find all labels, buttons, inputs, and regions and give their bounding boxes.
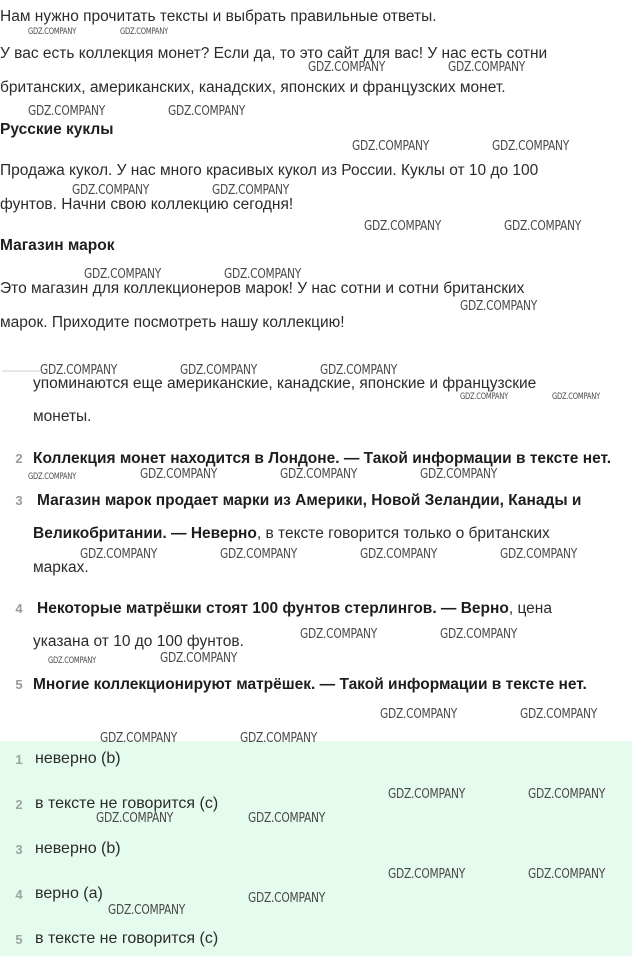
watermark: GDZ.COMPANY xyxy=(84,267,162,282)
watermark: GDZ.COMPANY xyxy=(388,787,466,802)
watermark: GDZ.COMPANY xyxy=(308,60,386,75)
watermark: GDZ.COMPANY xyxy=(280,467,358,482)
stamps-heading: Магазин марок xyxy=(0,237,115,254)
coins-text-line-1: У вас есть коллекция монет? Если да, то это сайт для вас! У нас есть сотни xyxy=(0,45,548,62)
stamps-text-line-1: Это магазин для коллекционеров марок! У нас сотни и сотни британских xyxy=(0,280,525,297)
watermark: GDZ.COMPANY xyxy=(380,707,458,722)
intro-text: Нам нужно прочитать тексты и выбрать правильные ответы. xyxy=(0,8,437,25)
explanation-3-statement-line-1: Магазин марок продает марки из Америки, Новой Зеландии, Канады и xyxy=(37,492,582,509)
explanation-3-line-2-rest: , в тексте говорится только о британских xyxy=(256,525,550,542)
watermark: GDZ.COMPANY xyxy=(352,139,430,154)
watermark: GDZ.COMPANY xyxy=(492,139,570,154)
explanation-1-line-2: монеты. xyxy=(33,408,92,425)
answer-3-text: неверно (b) xyxy=(35,840,121,857)
explanation-3-line-2 xyxy=(33,524,550,544)
watermark: GDZ.COMPANY xyxy=(520,707,598,722)
watermark: GDZ.COMPANY xyxy=(500,547,578,562)
answer-1-number: 1 xyxy=(15,752,23,767)
watermark: GDZ.COMPANY xyxy=(140,467,218,482)
explanation-1-line-1: упоминаются еще американские, канадские, японские и французские xyxy=(33,375,537,392)
answer-2-text: в тексте не говорится (c) xyxy=(35,795,219,812)
answer-3-number: 3 xyxy=(15,842,23,857)
watermark: GDZ.COMPANY xyxy=(248,891,326,906)
explanation-4-line-2: указана от 10 до 100 фунтов. xyxy=(33,633,244,650)
watermark: GDZ.COMPANY xyxy=(120,27,169,37)
explanation-3-number: 3 xyxy=(15,493,23,508)
explanation-4-statement: Некоторые матрёшки стоят 100 фунтов стерлингов. — Верно xyxy=(37,600,509,617)
explanation-4-line-1-rest: , цена xyxy=(508,600,552,617)
answer-5-text: в тексте не говорится (c) xyxy=(35,930,219,947)
watermark: GDZ.COMPANY xyxy=(108,903,186,918)
answer-5-number: 5 xyxy=(15,932,23,947)
watermark: GDZ.COMPANY xyxy=(224,267,302,282)
watermark: GDZ.COMPANY xyxy=(28,472,77,482)
watermark: GDZ.COMPANY xyxy=(220,547,298,562)
watermark: GDZ.COMPANY xyxy=(528,867,606,882)
dolls-text-line-2: фунтов. Начни свою коллекцию сегодня! xyxy=(0,196,294,213)
explanation-5-number: 5 xyxy=(15,677,23,692)
watermark: GDZ.COMPANY xyxy=(460,392,509,402)
watermark: GDZ.COMPANY xyxy=(504,219,582,234)
explanation-5-statement: Многие коллекционируют матрёшек. — Такой информации в тексте нет. xyxy=(33,676,587,693)
dolls-heading: Русские куклы xyxy=(0,121,114,138)
watermark: GDZ.COMPANY xyxy=(300,627,378,642)
watermark: GDZ.COMPANY xyxy=(460,299,538,314)
watermark: GDZ.COMPANY xyxy=(440,627,518,642)
watermark: GDZ.COMPANY xyxy=(360,547,438,562)
watermark: GDZ.COMPANY xyxy=(212,183,290,198)
watermark: GDZ.COMPANY xyxy=(28,104,106,119)
watermark: GDZ.COMPANY xyxy=(552,392,601,402)
watermark: GDZ.COMPANY xyxy=(528,787,606,802)
watermark: GDZ.COMPANY xyxy=(240,731,318,746)
watermark: GDZ.COMPANY xyxy=(248,811,326,826)
watermark: GDZ.COMPANY xyxy=(48,656,97,666)
watermark: GDZ.COMPANY xyxy=(320,363,398,378)
stamps-text-line-2: марок. Приходите посмотреть нашу коллекцию! xyxy=(0,314,345,331)
explanation-4-line-1 xyxy=(37,599,552,619)
watermark: GDZ.COMPANY xyxy=(448,60,526,75)
answer-2-number: 2 xyxy=(15,797,23,812)
divider xyxy=(2,370,40,372)
watermark: GDZ.COMPANY xyxy=(364,219,442,234)
watermark: GDZ.COMPANY xyxy=(100,731,178,746)
explanation-3-line-3: марках. xyxy=(33,559,89,576)
explanation-2-statement: Коллекция монет находится в Лондоне. — Такой информации в тексте нет. xyxy=(33,450,612,467)
watermark: GDZ.COMPANY xyxy=(72,183,150,198)
answer-4-text: верно (a) xyxy=(35,885,103,902)
answer-1-text: неверно (b) xyxy=(35,750,121,767)
watermark: GDZ.COMPANY xyxy=(28,27,77,37)
explanation-4-number: 4 xyxy=(15,601,23,616)
explanation-2-number: 2 xyxy=(15,451,23,466)
watermark: GDZ.COMPANY xyxy=(80,547,158,562)
answer-4-number: 4 xyxy=(15,887,23,902)
answers-panel xyxy=(0,741,632,956)
dolls-text-line-1: Продажа кукол. У нас много красивых кукол из России. Куклы от 10 до 100 xyxy=(0,162,539,179)
watermark: GDZ.COMPANY xyxy=(40,363,118,378)
explanation-3-verdict: Великобритании. — Неверно xyxy=(33,525,257,542)
watermark: GDZ.COMPANY xyxy=(96,811,174,826)
watermark: GDZ.COMPANY xyxy=(160,651,238,666)
watermark: GDZ.COMPANY xyxy=(420,467,498,482)
watermark: GDZ.COMPANY xyxy=(180,363,258,378)
coins-text-line-2: британских, американских, канадских, японских и французских монет. xyxy=(0,79,506,96)
watermark: GDZ.COMPANY xyxy=(388,867,466,882)
watermark: GDZ.COMPANY xyxy=(168,104,246,119)
